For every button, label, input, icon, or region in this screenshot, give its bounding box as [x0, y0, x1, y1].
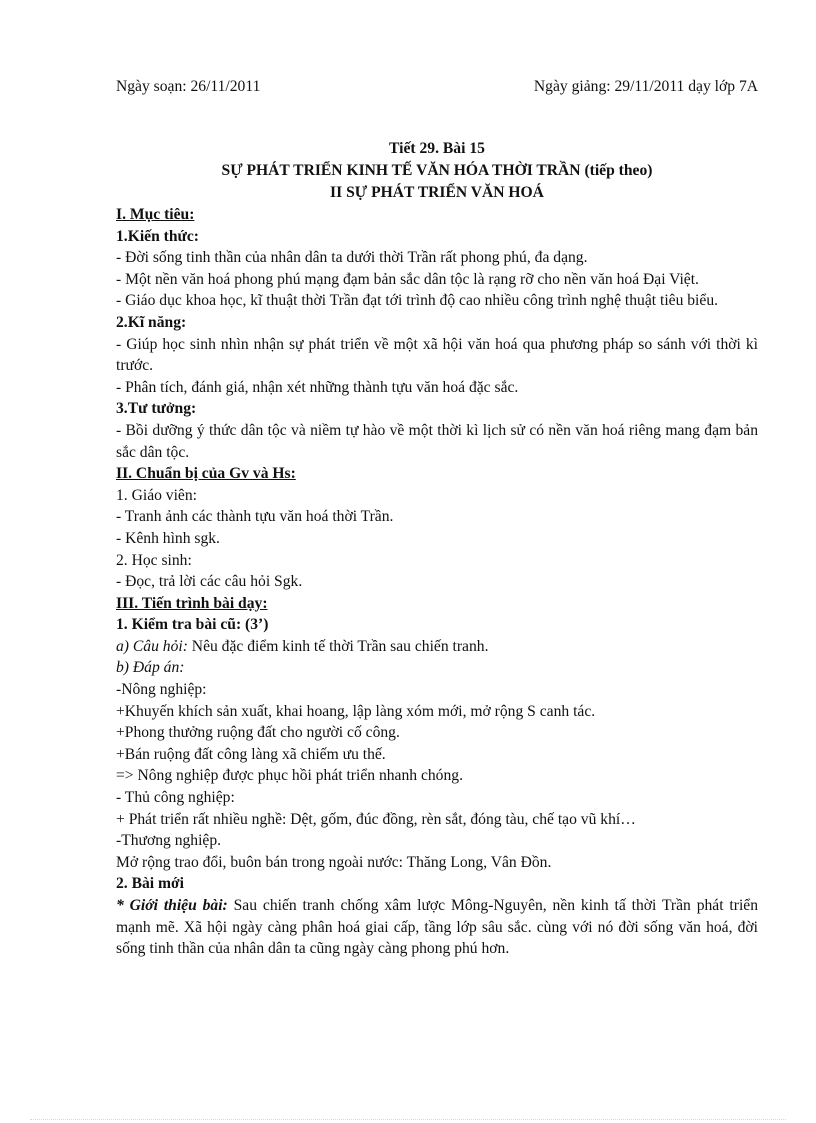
thought-item: - Bồi dưỡng ý thức dân tộc và niềm tự hào về một thời kì lịch sử có nền văn hoá riêng mang đạm bản sắc dân tộc.	[116, 421, 758, 461]
section-heading-procedure: III. Tiến trình bài dạy:	[116, 594, 268, 612]
prep-date: Ngày soạn: 26/11/2011	[116, 78, 261, 95]
page-bottom-rule	[30, 1119, 786, 1120]
skills-item: - Phân tích, đánh giá, nhận xét những thành tựu văn hoá đặc sắc.	[116, 378, 519, 396]
preparation-line: - Kênh hình sgk.	[116, 529, 220, 547]
answer-line: - Thủ công nghiệp:	[116, 789, 235, 807]
title-block	[116, 138, 758, 204]
lesson-title: Tiết 29. Bài 15	[389, 140, 485, 157]
main-title: SỰ PHÁT TRIỂN KINH TẾ VĂN HÓA THỜI TRẦN (tiếp theo)	[221, 162, 653, 179]
sub-title: II SỰ PHÁT TRIỂN VĂN HOÁ	[330, 184, 544, 201]
question-line	[116, 636, 758, 658]
section-heading-preparation: II. Chuẩn bị của Gv và Hs:	[116, 465, 296, 483]
answer-line: +Khuyến khích sản xuất, khai hoang, lập làng xóm mới, mở rộng S canh tác.	[116, 702, 596, 720]
subheading-thought: 3.Tư tưởng:	[116, 400, 197, 418]
answer-label: b) Đáp án:	[116, 659, 185, 677]
skills-item: - Giúp học sinh nhìn nhận sự phát triển về một xã hội văn hoá qua phương pháp so sánh với thời kì trước.	[116, 335, 758, 375]
preparation-line: - Tranh ảnh các thành tựu văn hoá thời Trần.	[116, 508, 394, 526]
question-text: Nêu đặc điểm kinh tế thời Trần sau chiến tranh.	[187, 637, 489, 655]
preparation-line: - Đọc, trả lời các câu hỏi Sgk.	[116, 573, 303, 591]
document-page	[116, 76, 758, 960]
subheading-new-lesson: 2. Bài mới	[116, 875, 184, 893]
answer-line: -Thương nghiệp.	[116, 832, 222, 850]
question-label: a) Câu hỏi:	[116, 637, 188, 655]
subheading-knowledge: 1.Kiến thức:	[116, 227, 199, 245]
preparation-line: 2. Học sinh:	[116, 551, 192, 569]
knowledge-item: - Một nền văn hoá phong phú mạng đạm bản sắc dân tộc là rạng rỡ cho nền văn hoá Đại Việt.	[116, 270, 699, 288]
answer-line: Mở rộng trao đổi, buôn bán trong ngoài nước: Thăng Long, Vân Đồn.	[116, 853, 552, 871]
subheading-skills: 2.Kĩ năng:	[116, 313, 187, 331]
knowledge-item: - Giáo dục khoa học, kĩ thuật thời Trần đạt tới trình độ cao nhiều công trình nghệ thuật tiêu biểu.	[116, 292, 719, 310]
header-row	[116, 76, 758, 98]
answer-line: + Phát triển rất nhiều nghề: Dệt, gốm, đúc đồng, rèn sắt, đóng tàu, chế tạo vũ khí…	[116, 810, 636, 828]
subheading-check: 1. Kiểm tra bài cũ: (3’)	[116, 616, 269, 634]
intro-label: * Giới thiệu bài:	[116, 897, 228, 914]
answer-line: => Nông nghiệp được phục hồi phát triển nhanh chóng.	[116, 767, 463, 785]
answer-line: +Phong thưởng ruộng đất cho người cố công.	[116, 724, 400, 742]
answer-line: -Nông nghiệp:	[116, 681, 207, 699]
answer-line: +Bán ruộng đất công làng xã chiếm ưu thế.	[116, 745, 386, 763]
intro-text: Sau chiến tranh chống xâm lược Mông-Nguyên, nền kinh tấ thời Trần phát triển mạnh mẽ. Xã hội ngày càng phân hoá giai cấp, tầng lớp sâu sắc. cùng với nó đời sống văn hoá, đời sống tinh thần của nhân dân ta cũng ngày càng phong phú hơn.	[116, 897, 758, 958]
teach-date: Ngày giảng: 29/11/2011 dạy lớp 7A	[533, 78, 758, 95]
preparation-line: 1. Giáo viên:	[116, 486, 197, 504]
section-heading-objectives: I. Mục tiêu:	[116, 206, 195, 223]
knowledge-item: - Đời sống tinh thần của nhân dân ta dưới thời Trần rất phong phú, đa dạng.	[116, 249, 588, 267]
intro-paragraph	[116, 895, 758, 960]
